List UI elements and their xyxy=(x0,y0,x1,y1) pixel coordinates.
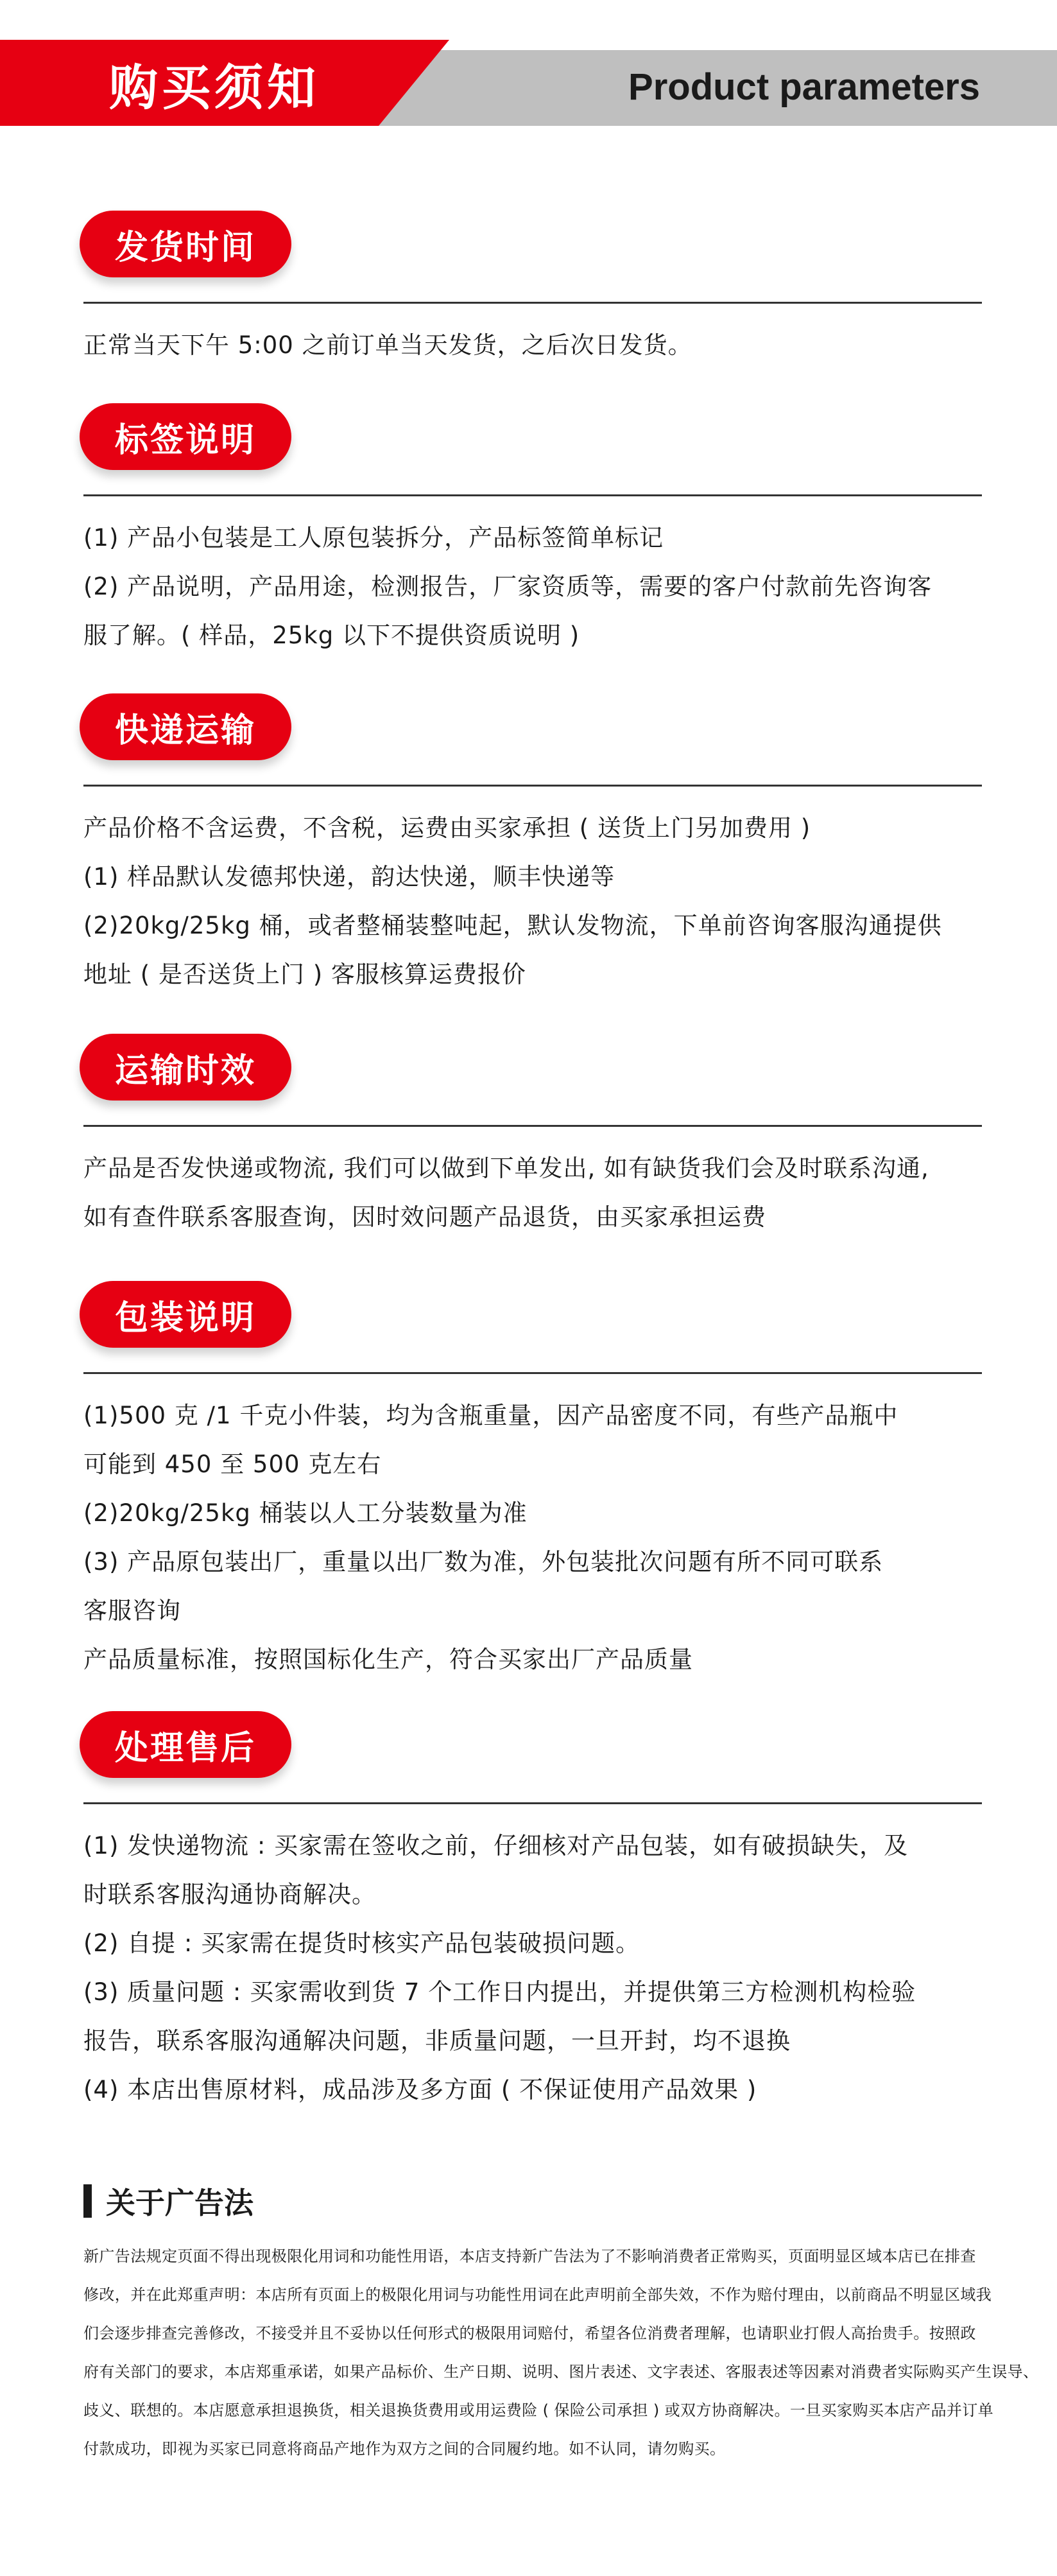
text-line: (1) 发快递物流 : 买家需在签收之前，仔细核对产品包装，如有破损缺失，及 xyxy=(83,1832,909,1859)
ad-law-text xyxy=(83,2237,1039,2468)
section-title: 标签说明 xyxy=(80,403,291,470)
header-banner xyxy=(0,40,1057,126)
section-lines xyxy=(83,1391,982,1684)
text-line: (3) 质量问题 : 买家需收到货 7 个工作日内提出，并提供第三方检测机构检验 xyxy=(83,1978,916,2006)
section-lines xyxy=(83,321,982,370)
text-line: 产品是否发快递或物流, 我们可以做到下单发出, 如有缺货我们会及时联系沟通, xyxy=(83,1154,929,1182)
section-lines xyxy=(83,804,982,999)
text-line: (3) 产品原包装出厂，重量以出厂数为准，外包装批次问题有所不同可联系 xyxy=(83,1548,884,1576)
section-divider xyxy=(83,302,982,304)
text-line: 新广告法规定页面不得出现极限化用词和功能性用语，本店支持新广告法为了不影响消费者正常购买，页面明显区域本店已在排查 xyxy=(83,2247,976,2265)
text-line: (1)500 克 /1 千克小件装，均为含瓶重量，因产品密度不同，有些产品瓶中 xyxy=(83,1402,898,1429)
page-subtitle: Product parameters xyxy=(628,66,980,108)
text-line: 们会逐步排查完善修改，不接受并且不妥协以任何形式的极限用词赔付，希望各位消费者理解，也请职业打假人高抬贵手。按照政 xyxy=(83,2324,976,2342)
text-line: 府有关部门的要求，本店郑重承诺，如果产品标价、生产日期、说明、图片表述、文字表述、客服表述等因素对消费者实际购买产生误导、 xyxy=(83,2363,1039,2381)
section-title: 处理售后 xyxy=(80,1711,291,1778)
text-line: 客服咨询 xyxy=(83,1597,181,1624)
section-divider xyxy=(83,1372,982,1374)
text-line: 可能到 450 至 500 克左右 xyxy=(83,1450,382,1478)
text-line: (4) 本店出售原材料，成品涉及多方面 ( 不保证使用产品效果 ) xyxy=(83,2076,757,2103)
page-title: 购买须知 xyxy=(109,59,320,116)
text-line: 修改，并在此郑重声明：本店所有页面上的极限化用词与功能性用词在此声明前全部失效，不作为赔付理由，以前商品不明显区域我 xyxy=(83,2286,992,2304)
text-line: (1) 样品默认发德邦快递，韵达快递，顺丰快递等 xyxy=(83,863,615,891)
section-lines xyxy=(83,1144,982,1242)
section-divider xyxy=(83,785,982,787)
text-line: 产品质量标准，按照国标化生产，符合买家出厂产品质量 xyxy=(83,1646,693,1673)
text-line: 报告，联系客服沟通解决问题，非质量问题，一旦开封，均不退换 xyxy=(83,2027,791,2055)
text-line: 地址 ( 是否送货上门 ) 客服核算运费报价 xyxy=(83,961,526,988)
section-title: 运输时效 xyxy=(80,1034,291,1101)
section-title: 快递运输 xyxy=(80,693,291,760)
text-line: 付款成功，即视为买家已同意将商品产地作为双方之间的合同履约地。如不认同，请勿购买。 xyxy=(83,2440,726,2458)
ad-law-heading xyxy=(83,2180,254,2222)
heading-bar-icon xyxy=(83,2184,92,2218)
section-divider xyxy=(83,1125,982,1127)
text-line: (2) 产品说明，产品用途，检测报告，厂家资质等，需要的客户付款前先咨询客 xyxy=(83,573,932,600)
text-line: 正常当天下午 5:00 之前订单当天发货，之后次日发货。 xyxy=(83,331,692,359)
text-line: 时联系客服沟通协商解决。 xyxy=(83,1881,376,1908)
text-line: 如有查件联系客服查询，因时效问题产品退货，由买家承担运费 xyxy=(83,1203,766,1231)
text-line: (2) 自提 : 买家需在提货时核实产品包装破损问题。 xyxy=(83,1929,640,1957)
section-divider xyxy=(83,1802,982,1804)
section-title: 包装说明 xyxy=(80,1281,291,1348)
section-lines xyxy=(83,514,982,660)
text-line: 服了解。( 样品，25kg 以下不提供资质说明 ) xyxy=(83,622,580,649)
ad-law-title: 关于广告法 xyxy=(106,2186,254,2220)
text-line: (2)20kg/25kg 桶装以人工分装数量为准 xyxy=(83,1499,528,1527)
section-divider xyxy=(83,494,982,496)
text-line: (1) 产品小包装是工人原包装拆分，产品标签简单标记 xyxy=(83,524,664,552)
section-lines xyxy=(83,1822,982,2114)
text-line: 歧义、联想的。本店愿意承担退换货，相关退换货费用或用运费险 ( 保险公司承担 ) 或双方协商解决。一旦买家购买本店产品并订单 xyxy=(83,2401,994,2419)
section-title: 发货时间 xyxy=(80,211,291,277)
text-line: (2)20kg/25kg 桶，或者整桶装整吨起，默认发物流，下单前咨询客服沟通提供 xyxy=(83,912,942,939)
text-line: 产品价格不含运费，不含税，运费由买家承担 ( 送货上门另加费用 ) xyxy=(83,814,811,842)
